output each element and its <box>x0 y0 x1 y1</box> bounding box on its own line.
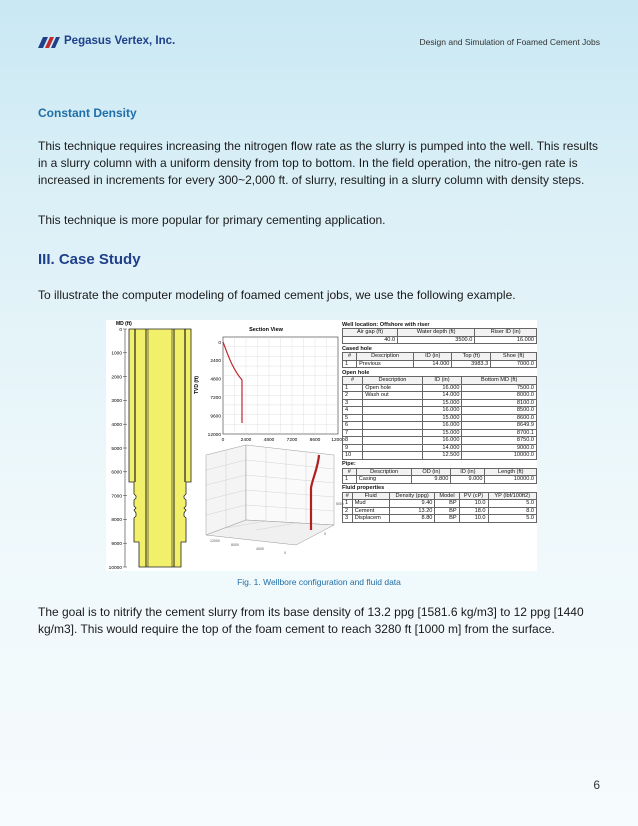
table-cell: 1 <box>343 384 363 392</box>
table-cell: Open hole <box>363 384 422 392</box>
tvd-axis-label: TVD (ft) <box>194 375 200 395</box>
table-header: Density (ppg) <box>389 492 435 500</box>
table-cell <box>363 407 422 415</box>
table-row <box>343 444 537 452</box>
table-cell: 1 <box>343 476 357 484</box>
table-cell: 3500.0 <box>398 336 475 344</box>
cased-hole-table <box>342 352 537 368</box>
table-cell: 10.0 <box>459 500 488 508</box>
table-cell: 16.000 <box>422 384 462 392</box>
table-cell: 40.0 <box>343 336 398 344</box>
table-cell: 16.000 <box>422 437 462 445</box>
table-cell: Wash out <box>363 392 422 400</box>
table-cell: 9.40 <box>389 500 435 508</box>
md-tick-label: 1000 <box>111 351 122 357</box>
table-cell: Displacem <box>352 515 389 523</box>
wellbore-figure-svg <box>106 320 537 571</box>
table-cell: 1 <box>343 500 353 508</box>
table-row <box>343 360 537 368</box>
popularity-paragraph: This technique is more popular for primary cementing application. <box>38 213 386 227</box>
case-study-conclusion: The goal is to nitrify the cement slurry from its base density of 13.2 ppg [1581.6 kg/m3] to 12 ppg [1440 kg/m3]. This would require the top of the foam cement to reach 3280 ft [1000 m] from the surface. <box>38 605 584 636</box>
table-cell: 5 <box>343 414 363 422</box>
table-cell: 9000.0 <box>462 444 537 452</box>
company-name: Pegasus Vertex, Inc. <box>64 35 176 47</box>
case-study-heading: III. Case Study <box>38 251 141 268</box>
table-cell: 8700.1 <box>462 429 537 437</box>
section-view-x-tick: 2400 <box>240 438 252 443</box>
table-header: ID (in) <box>414 353 452 361</box>
table-cell <box>363 429 422 437</box>
table-header: # <box>343 353 357 361</box>
table-cell: 9.800 <box>412 476 451 484</box>
table-cell: 12.500 <box>422 452 462 460</box>
table-cell: Mud <box>352 500 389 508</box>
table-header: Fluid <box>352 492 389 500</box>
section-view-x-tick: 7200 <box>286 438 298 443</box>
table-cell: 16.000 <box>422 407 462 415</box>
table-header: ID (in) <box>422 377 462 385</box>
table-cell <box>363 452 422 460</box>
table-header: Top (ft) <box>452 353 491 361</box>
table-row <box>343 392 537 400</box>
table-row <box>343 422 537 430</box>
md-tick-label: 9000 <box>111 542 122 547</box>
table-cell: 10000.0 <box>485 476 537 484</box>
md-tick-label: 8000 <box>111 518 122 524</box>
md-tick-group <box>109 327 127 571</box>
table-row <box>343 452 537 460</box>
section-view-x-tick: 8600 <box>309 438 321 443</box>
table-header: Air gap (ft) <box>343 329 398 337</box>
section-view-y-tick: 12000 <box>207 432 221 438</box>
svg-text:0: 0 <box>284 551 286 555</box>
page-header <box>38 35 600 51</box>
section-view-y-tick: 9600 <box>210 414 221 420</box>
table-row <box>343 507 537 515</box>
pipe-title: Pipe: <box>342 461 356 467</box>
table-cell: 2 <box>343 507 353 515</box>
table-cell: 10000.0 <box>462 452 537 460</box>
table-header: # <box>343 492 353 500</box>
table-cell: 4 <box>343 407 363 415</box>
table-header: Water depth (ft) <box>398 329 475 337</box>
table-cell: 7500.0 <box>462 384 537 392</box>
table-row <box>343 500 537 508</box>
table-cell: Previous <box>357 360 414 368</box>
table-row <box>343 414 537 422</box>
table-row <box>343 384 537 392</box>
table-header: Shoe (ft) <box>491 353 537 361</box>
table-cell: 3983.3 <box>452 360 491 368</box>
svg-text:8000: 8000 <box>231 543 239 547</box>
md-tick-label: 2000 <box>111 375 122 381</box>
table-cell: 8600.0 <box>462 414 537 422</box>
fluid-properties-title: Fluid properties <box>342 485 385 491</box>
table-cell: 14.000 <box>414 360 452 368</box>
table-header: # <box>343 468 357 476</box>
table-cell <box>363 414 422 422</box>
table-cell: 16.000 <box>422 422 462 430</box>
section-view-y-tick: 7200 <box>210 396 221 401</box>
section-title: Constant Density <box>38 106 137 120</box>
table-cell: 10 <box>343 452 363 460</box>
table-cell: 8750.0 <box>462 437 537 445</box>
cased-hole-title: Cased hole <box>342 345 372 352</box>
page-number: 6 <box>593 778 600 792</box>
table-cell: 14.000 <box>422 444 462 452</box>
table-cell: BP <box>435 515 459 523</box>
section-view-x-tick: 4800 <box>263 438 275 443</box>
document-title: Design and Simulation of Foamed Cement Jobs <box>419 37 600 47</box>
table-header: Description <box>363 377 422 385</box>
table-cell: 14.000 <box>422 392 462 400</box>
table-header: Riser ID (in) <box>475 329 537 337</box>
table-cell: 8.0 <box>488 507 537 515</box>
section-view-title: Section View <box>249 327 283 333</box>
table-header: YP (lbf/100ft2) <box>488 492 537 500</box>
well-location-table <box>342 328 537 344</box>
table-cell: 18.0 <box>459 507 488 515</box>
table-cell: 9 <box>343 444 363 452</box>
svg-text:12000: 12000 <box>210 539 220 543</box>
section-view-y-ticks <box>208 340 222 438</box>
table-cell: 5.0 <box>488 515 537 523</box>
table-cell: 8.80 <box>389 515 435 523</box>
wellbore-schematic <box>109 321 191 571</box>
table-cell: 8500.0 <box>462 407 537 415</box>
section-view-chart <box>194 327 345 443</box>
md-tick-label: 4000 <box>111 423 122 428</box>
table-header: ID (in) <box>451 468 485 476</box>
table-cell: Cement <box>352 507 389 515</box>
table-cell: 5.0 <box>488 500 537 508</box>
md-tick-label: 3000 <box>111 399 122 405</box>
table-cell <box>363 444 422 452</box>
svg-text:0: 0 <box>324 532 326 536</box>
table-cell: 15.000 <box>422 429 462 437</box>
table-cell: 16.000 <box>475 336 537 344</box>
section-view-x-tick: 12000 <box>331 438 345 443</box>
table-header: Bottom MD (ft) <box>462 377 537 385</box>
table-header: Description <box>356 468 412 476</box>
table-header: Model <box>435 492 459 500</box>
table-cell <box>363 437 422 445</box>
table-cell: 10.0 <box>459 515 488 523</box>
figure-caption: Fig. 1. Wellbore configuration and fluid data <box>237 577 401 587</box>
table-cell: Casing <box>356 476 412 484</box>
table-cell: 1 <box>343 360 357 368</box>
pegasus-logo-icon <box>38 37 60 48</box>
table-cell: 8100.0 <box>462 399 537 407</box>
table-cell: 3 <box>343 399 363 407</box>
constant-density-paragraph: This technique requires increasing the nitrogen flow rate as the slurry is pumped into the well. This results in a slurry column with a uniform density from top to bottom. In the field operation, the nitro-gen rate is increased in increments for every 300~2,000 ft. of slurry, resulting in a slurry column with density steps. <box>38 139 599 187</box>
table-row <box>343 437 537 445</box>
table-cell: 13.20 <box>389 507 435 515</box>
table-cell: 3 <box>343 515 353 523</box>
table-cell: BP <box>435 500 459 508</box>
md-tick-label: 0 <box>119 327 122 333</box>
well-location-title: Well location: Offshore with riser <box>342 321 430 328</box>
case-study-intro: To illustrate the computer modeling of foamed cement jobs, we use the following example. <box>38 288 516 302</box>
table-cell: BP <box>435 507 459 515</box>
table-cell: 15.000 <box>422 414 462 422</box>
table-cell: 6 <box>343 422 363 430</box>
table-header: # <box>343 377 363 385</box>
table-cell: 7000.0 <box>491 360 537 368</box>
md-tick-label: 6000 <box>111 470 122 476</box>
table-header: PV (cP) <box>459 492 488 500</box>
section-view-y-tick: 2400 <box>210 359 221 365</box>
table-cell <box>363 422 422 430</box>
well-3d-view <box>206 445 344 555</box>
table-cell: 8000.0 <box>462 392 537 400</box>
table-cell: 2 <box>343 392 363 400</box>
section-view-x-tick: 0 <box>221 438 225 443</box>
table-cell: 7 <box>343 429 363 437</box>
table-row <box>343 429 537 437</box>
table-cell: 8 <box>343 437 363 445</box>
table-cell: 9.000 <box>451 476 485 484</box>
md-axis-label: MD (ft) <box>116 321 132 327</box>
table-row <box>343 476 537 484</box>
section-view-y-tick: 4800 <box>210 377 221 383</box>
table-header: OD (in) <box>412 468 451 476</box>
table-row <box>343 515 537 523</box>
pipe-table <box>342 468 537 484</box>
section-view-y-tick: 0 <box>218 340 221 346</box>
table-cell <box>363 399 422 407</box>
table-row <box>343 399 537 407</box>
table-cell: 15.000 <box>422 399 462 407</box>
wellbore-figure <box>106 320 537 571</box>
md-tick-label: 7000 <box>111 494 122 500</box>
md-tick-label: 5000 <box>111 446 122 452</box>
md-tick-label: 10000 <box>108 565 122 571</box>
section-view-x-ticks <box>222 437 345 443</box>
table-header: Description <box>357 353 414 361</box>
open-hole-table <box>342 376 537 460</box>
table-row <box>343 407 537 415</box>
table-cell: 8649.9 <box>462 422 537 430</box>
svg-text:5000: 5000 <box>336 502 344 506</box>
svg-text:4000: 4000 <box>256 547 264 551</box>
fluid-properties-table <box>342 492 537 523</box>
open-hole-title: Open hole <box>342 369 370 376</box>
table-header: Length (ft) <box>485 468 537 476</box>
